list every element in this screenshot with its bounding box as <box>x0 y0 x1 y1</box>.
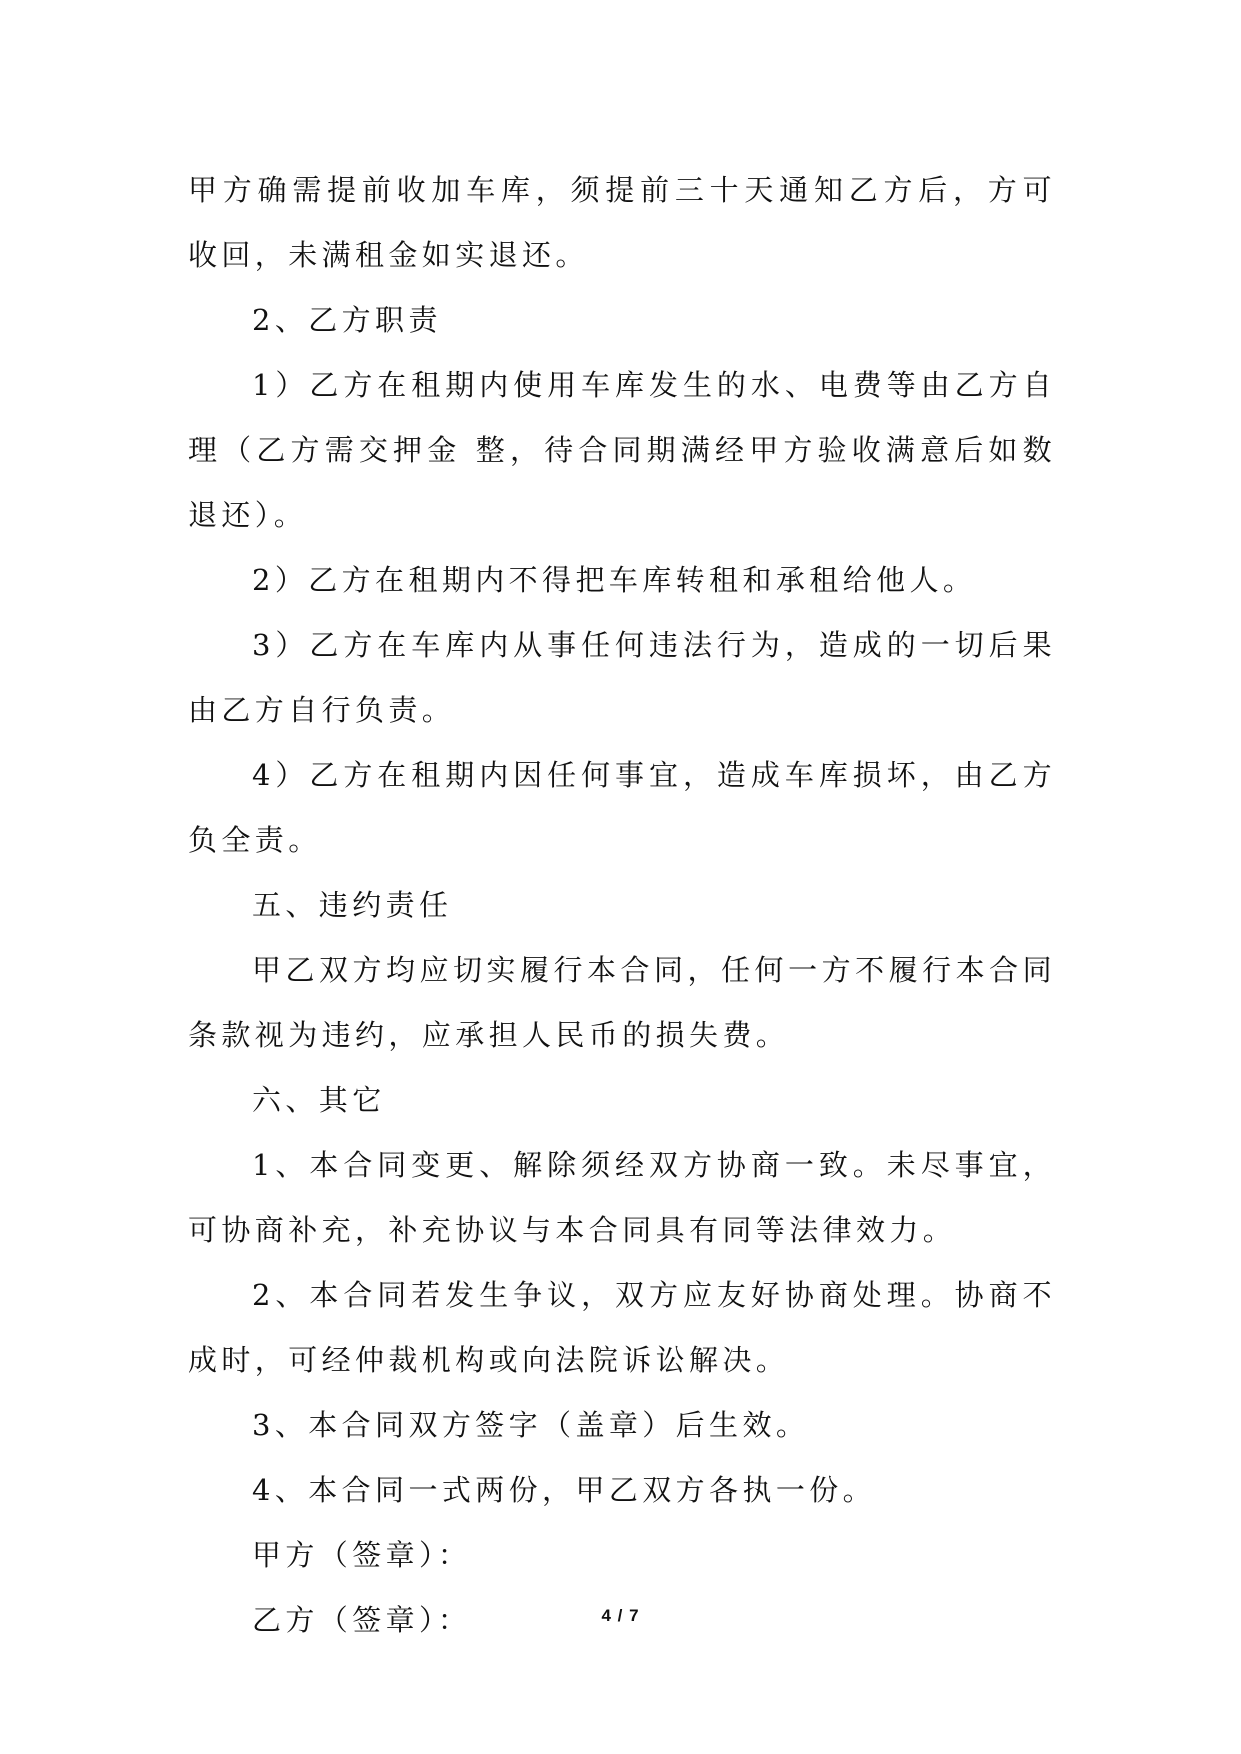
signature-party-a: 甲方（签章）： <box>252 1538 472 1572</box>
paragraph-landlord-reclaim: 甲方确需提前收加车库，须提前三十天通知乙方后，方可收回，未满租金如实退还。 <box>188 173 1056 272</box>
clause-dispute: 2、本合同若发生争议，双方应友好协商处理。协商不成时，可经仲裁机构或向法院诉讼解决。 <box>188 1278 1056 1377</box>
clause-damage: 4）乙方在租期内因任何事宜，造成车库损坏，由乙方负全责。 <box>188 758 1056 857</box>
heading-breach: 五、违约责任 <box>252 888 453 922</box>
clause-copies: 4、本合同一式两份，甲乙双方各执一份。 <box>252 1473 877 1507</box>
clause-illegal-acts: 3）乙方在车库内从事任何违法行为，造成的一切后果由乙方自行负责。 <box>188 628 1056 727</box>
clause-utilities: 1）乙方在租期内使用车库发生的水、电费等由乙方自理（乙方需交押金 整，待合同期满经甲方验收满意后如数退还）。 <box>188 368 1056 532</box>
clause-amendment: 1、本合同变更、解除须经双方协商一致。未尽事宜，可协商补充，补充协议与本合同具有同等法律效力。 <box>188 1148 1056 1247</box>
clause-effective: 3、本合同双方签字（盖章）后生效。 <box>252 1408 810 1442</box>
signature-party-b: 乙方（签章）： <box>252 1603 472 1637</box>
page-number: 4 / 7 <box>601 1606 640 1625</box>
contract-body <box>188 158 1056 1653</box>
paragraph-breach: 甲乙双方均应切实履行本合同，任何一方不履行本合同条款视为违约，应承担人民币的损失费。 <box>188 953 1056 1052</box>
heading-tenant-duties: 2、乙方职责 <box>252 303 442 337</box>
heading-other: 六、其它 <box>252 1083 386 1117</box>
clause-no-sublet: 2）乙方在租期内不得把车库转租和承租给他人。 <box>252 563 977 597</box>
